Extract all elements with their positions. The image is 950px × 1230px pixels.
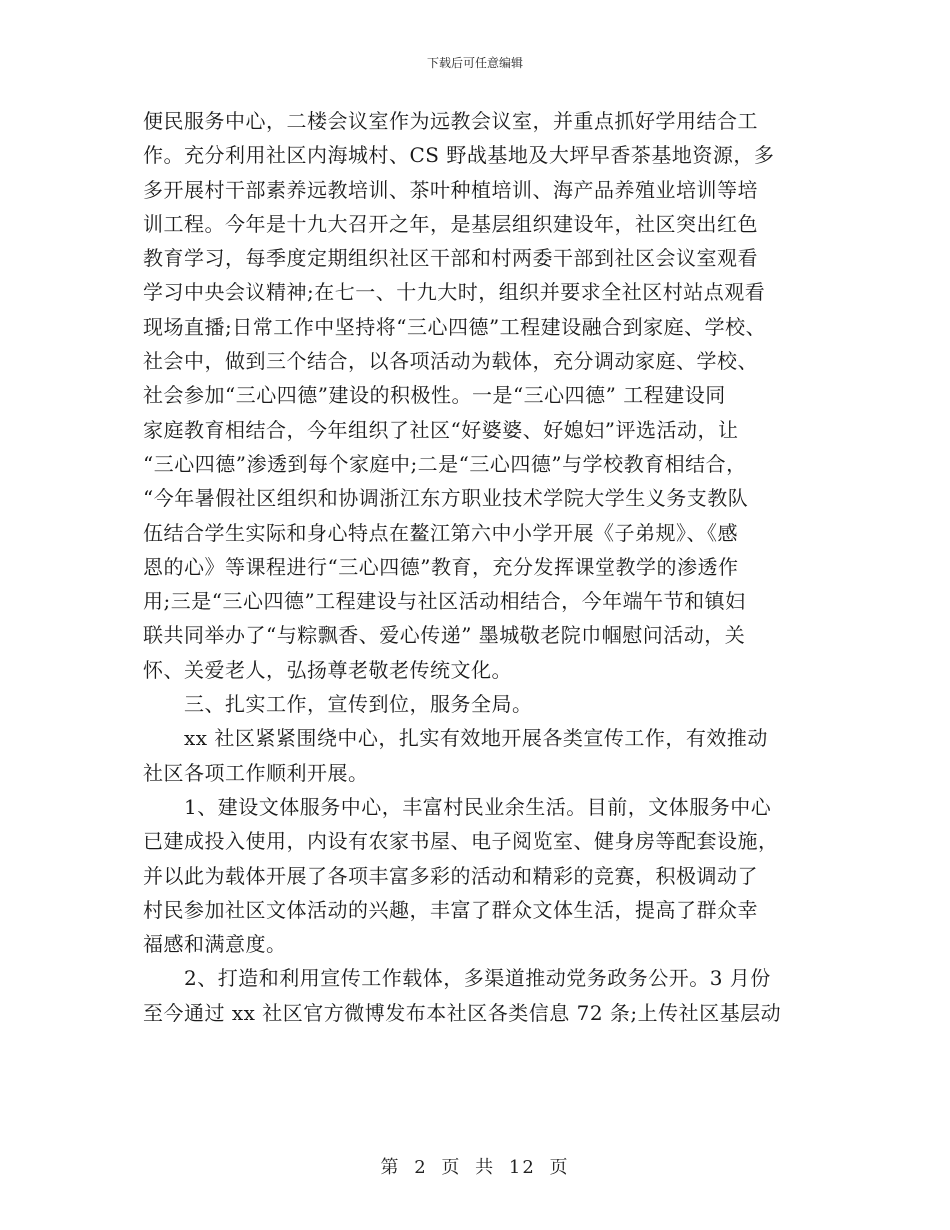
body-line: 至今通过 xx 社区官方微博发布本社区各类信息 72 条;上传社区基层动 (143, 1000, 782, 1025)
body-line: 1、建设文体服务中心，丰富村民业余生活。目前，文体服务中心 (184, 794, 772, 819)
footer-total-word: 共 (475, 1157, 496, 1178)
body-line: 作。充分利用社区内海城村、CS 野战基地及大坪早香茶基地资源，多 (143, 143, 775, 168)
body-line: 已建成投入使用，内设有农家书屋、电子阅览室、健身房等配套设施， (143, 829, 779, 854)
body-line: 训工程。今年是十九大召开之年，是基层组织建设年，社区突出红色 (143, 211, 758, 236)
body-line: 现场直播;日常工作中坚持将“三心四德”工程建设融合到家庭、学校、 (143, 314, 767, 339)
body-line: 伍结合学生实际和身心特点在鳌江第六中小学开展《子弟规》、《感 (143, 520, 738, 545)
body-line: 教育学习，每季度定期组织社区干部和村两委干部到社区会议室观看 (143, 246, 758, 271)
footer-total-pages: 12 (508, 1157, 536, 1178)
body-line: 并以此为载体开展了各项丰富多彩的活动和精彩的竞赛，积极调动了 (143, 863, 758, 888)
footer-current-page: 2 (414, 1157, 428, 1178)
body-line: 村民参加社区文体活动的兴趣，丰富了群众文体生活，提高了群众幸 (143, 897, 758, 922)
body-line: 多开展村干部素养远教培训、茶叶种植培训、海产品养殖业培训等培 (143, 177, 758, 202)
body-line: 恩的心》等课程进行“三心四德”教育，充分发挥课堂教学的渗透作 (143, 554, 739, 579)
section-heading: 三、扎实工作，宣传到位，服务全局。 (184, 692, 533, 717)
body-line: 社会中，做到三个结合，以各项活动为载体，充分调动家庭、学校、 (143, 349, 758, 374)
footer-suffix: 页 (549, 1157, 570, 1178)
body-line: 社区各项工作顺利开展。 (143, 760, 369, 785)
footer-page-word: 页 (441, 1157, 462, 1178)
document-body (143, 104, 815, 1030)
body-line: 福感和满意度。 (143, 932, 287, 957)
footer-prefix: 第 (380, 1157, 401, 1178)
body-line: 社会参加“三心四德”建设的积极性。一是“三心四德” 工程建设同 (143, 383, 726, 408)
body-line: 怀、关爱老人，弘扬尊老敬老传统文化。 (143, 657, 512, 682)
body-line: “今年暑假社区组织和协调浙江东方职业技术学院大学生义务支教队 (143, 486, 749, 511)
body-line: 家庭教育相结合，今年组织了社区“好婆婆、好媳妇”评选活动，让 (143, 417, 739, 442)
body-line: 便民服务中心，二楼会议室作为远教会议室，并重点抓好学用结合工 (143, 109, 758, 133)
body-line: “三心四德”渗透到每个家庭中;二是“三心四德”与学校教育相结合， (143, 451, 747, 476)
page-header-note: 下载后可任意编辑 (426, 56, 523, 70)
body-line: 2、打造和利用宣传工作载体，多渠道推动党务政务公开。3 月份 (184, 966, 771, 991)
body-line: 用;三是“三心四德”工程建设与社区活动相结合，今年端午节和镇妇 (143, 589, 746, 614)
body-line: 学习中央会议精神;在七一、十九大时，组织并要求全社区村站点观看 (143, 280, 766, 305)
body-line: xx 社区紧紧围绕中心，扎实有效地开展各类宣传工作，有效推动 (184, 726, 768, 751)
body-line: 联共同举办了“与粽飘香、爱心传递” 墨城敬老院巾帼慰问活动，关 (143, 623, 746, 648)
page-number-footer (0, 1153, 950, 1179)
